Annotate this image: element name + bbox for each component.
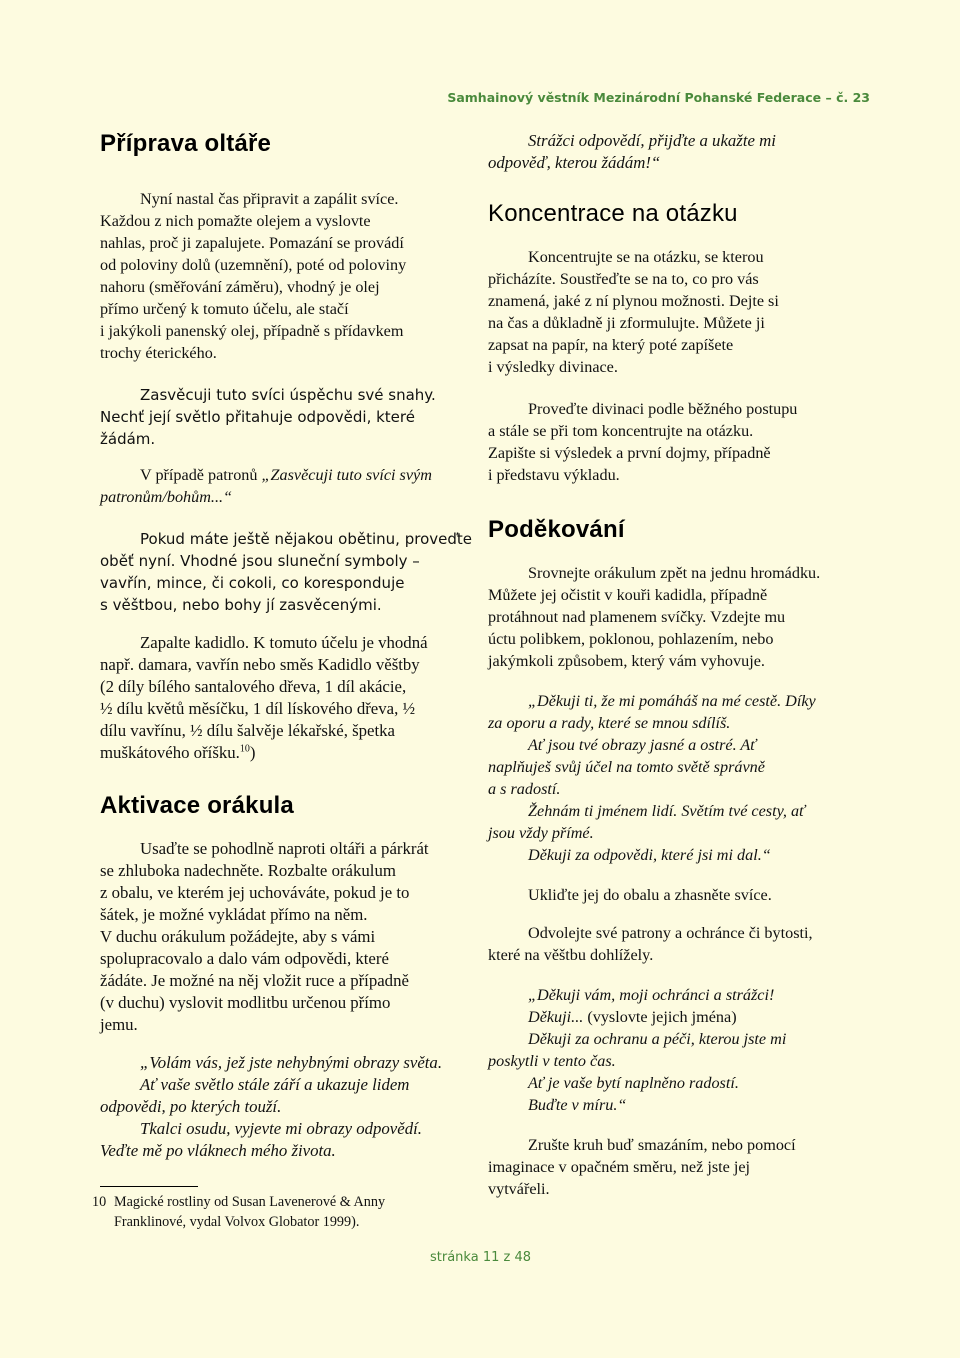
thanks-invocation: „Děkuji ti, že mi pomáháš na mé cestě. Díky za oporu a rady, které se mnou sdílíš. Ať jsou tvé obrazy jasné a ostré. Ať naplňuješ svůj účel na tomto světě správně a s radostí. Žehnám ti jménem lidí. Světím tvé cesty, ať jsou vždy přímé. Děkuji za odpovědi, které jsi mi dal.“	[488, 692, 816, 864]
paragraph-candles: Nyní nastal čas připravit a zapálit svíce. Každou z nich pomažte olejem a vyslovte nahlas, proč ji zapalujete. Pomazání se provádí od poloviny dolů (uzemnění), poté od poloviny nahoru (směřování záměru), vhodný je olej přímo určený k tomuto účelu, ale stačí i jakýkoli panenský olej, případně s přídavkem trochy éterického.	[100, 190, 407, 362]
oracle-invocation: „Volám vás, jež jste nehybnými obrazy světa. Ať vaše světlo stále září a ukazuje lidem odpovědi, po kterých touží. Tkalci osudu, vyjevte mi obrazy odpovědí. Veďte mě po vláknech mého života.	[100, 1053, 443, 1160]
paragraph-dismiss: Odvolejte své patrony a ochránce či bytosti, které na věštbu dohlížely.	[488, 924, 813, 964]
right-column	[488, 130, 872, 1200]
paragraph-activation: Usaďte se pohodlně naproti oltáři a párkrát se zhluboka nadechněte. Rozbalte orákulum z obalu, ve kterém jej uchováváte, pokud je to šátek, je možné vykládat přímo na něm. V duchu orákulum požádejte, aby s vámi spolupracovalo a dalo vám odpovědi, které žádáte. Je možné na něj vložit ruce a případně (v duchu) vyslovit modlitbu určenou přímo jemu.	[100, 839, 429, 1034]
paragraph-thanks: Srovnejte orákulum zpět na jednu hromádku. Můžete jej očistit v kouři kadidla, případně protáhnout nad plamenem svíčky. Vzdejte mu úctu polibkem, poklonou, pohlazením, nebo jakýmkoli způsobem, který vám vyhovuje.	[488, 564, 821, 670]
heading-altar: Příprava oltáře	[100, 130, 272, 157]
heading-activation: Aktivace orákula	[100, 792, 294, 819]
heading-thanks: Poděkování	[488, 516, 625, 543]
paragraph-patrons: V případě patronů „Zasvěcuji tuto svíci svým patronům/bohům...“	[100, 466, 432, 506]
paragraph-concentration: Koncentrujte se na otázku, se kterou přicházíte. Soustřeďte se na to, co pro vás znamená, jaké z ní plynou možnosti. Dejte si na čas a důkladně ji zformulujte. Můžete ji zapsat na papír, na který poté zapíšete i výsledky divinace.	[488, 248, 779, 376]
heading-concentration: Koncentrace na otázku	[488, 200, 738, 227]
paragraph-pack-up: Ukliďte jej do obalu a zhasněte svíce.	[528, 886, 772, 904]
guardians-invocation: Strážci odpovědí, přijďte a ukažte mi odpověď, kterou žádám!“	[488, 131, 776, 172]
paragraph-close-circle: Zrušte kruh buď smazáním, nebo pomocí imaginace v opačném směru, než jste jej vytvářeli.	[488, 1136, 796, 1198]
candle-invocation: Zasvěcuji tuto svíci úspěchu své snahy. Nechť její světlo přitahuje odpovědi, které žádám.	[100, 386, 436, 448]
footnote-rule	[100, 1186, 198, 1187]
page-number: stránka 11 z 48	[430, 1250, 531, 1265]
footnote-number: 10	[92, 1194, 107, 1210]
left-column	[100, 130, 472, 1162]
newsletter-header: Samhainový věstník Mezinárodní Pohanské Federace – č. 23	[447, 90, 870, 105]
paragraph-divination: Proveďte divinaci podle běžného postupu a stále se při tom koncentrujte na otázku. Zapište si výsledek a první dojmy, případně i představu výkladu.	[488, 400, 798, 484]
footnote: 10 Magické rostliny od Susan Lavenerové & Anny Franklinové, vydal Volvox Globator 1999).	[92, 1194, 386, 1230]
dismiss-invocation: „Děkuji vám, moji ochránci a strážci! Děkuji... (vyslovte jejich jména) Děkuji za ochranu a péči, kterou jste mi poskytli v tento čas. Ať je vaše bytí naplněno radostí. Buďte v míru.“	[488, 986, 787, 1114]
footnote-ref: 10	[239, 743, 250, 755]
paragraph-offering: Pokud máte ještě nějakou obětinu, proveďte oběť nyní. Vhodné jsou sluneční symboly – vavřín, mince, či cokoli, co koresponduje s věštbou, nebo bohy jí zasvěcenými.	[100, 530, 472, 614]
paragraph-incense: Zapalte kadidlo. K tomuto účelu je vhodná např. damara, vavřín nebo směs Kadidlo věštby (2 díly bílého santalového dřeva, 1 díl akácie, ½ dílu květů měsíčku, 1 díl lískového dřeva, ½ dílu vavřínu, ½ dílu šalvěje lékařské, špetka muškátového oříšku.$^{10}$)	[100, 633, 428, 762]
